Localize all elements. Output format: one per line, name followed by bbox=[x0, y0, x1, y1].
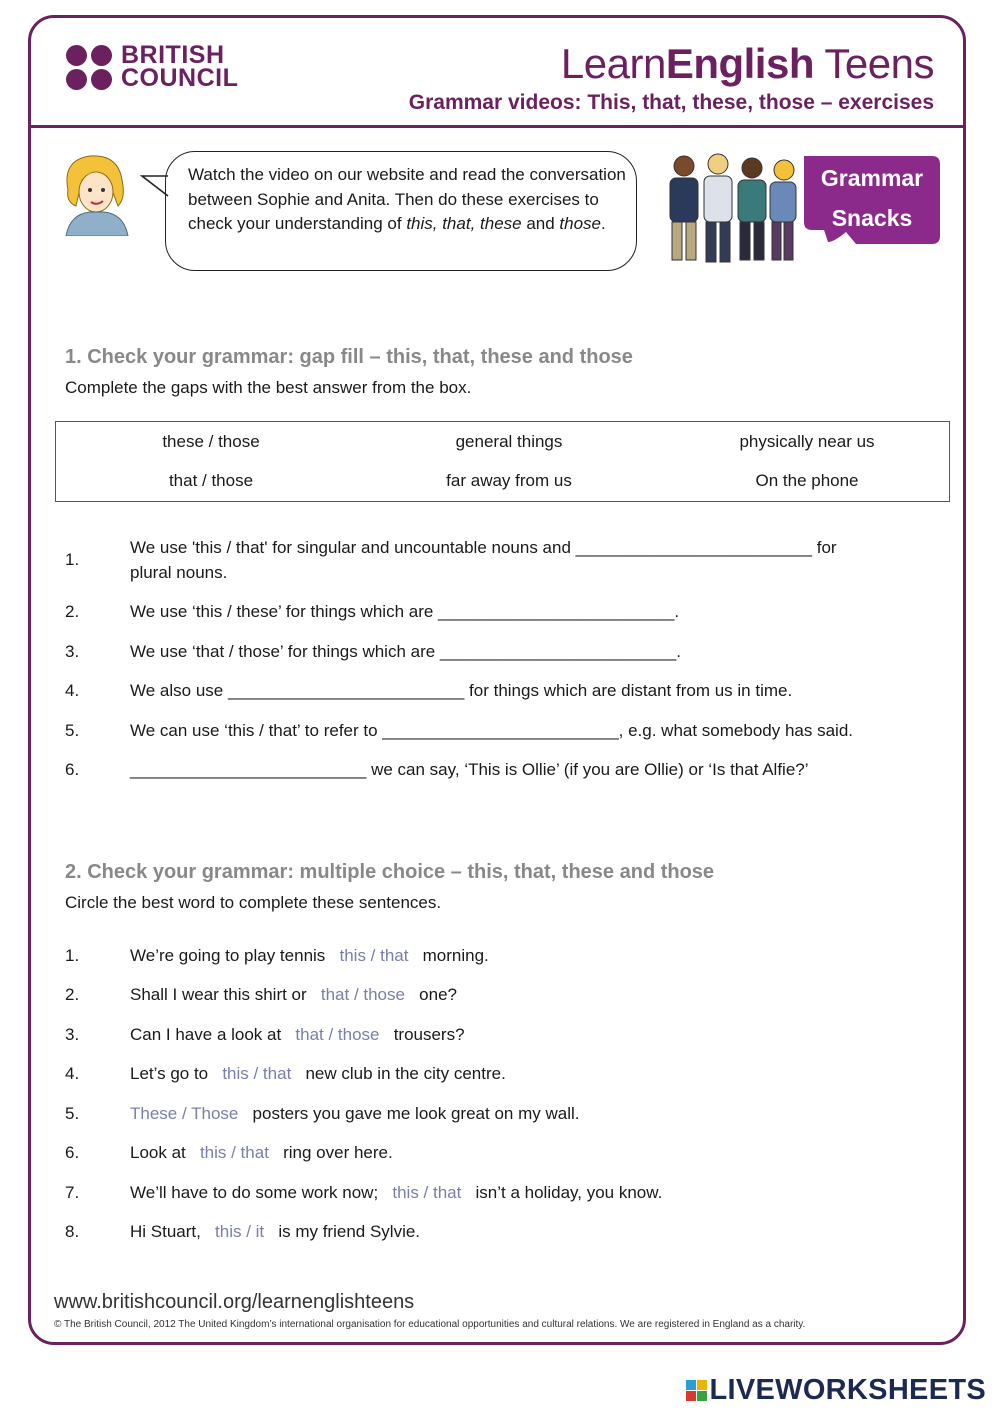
word-box-item: On the phone bbox=[755, 471, 859, 490]
word-box-item: general things bbox=[455, 432, 563, 451]
badge-line2: Snacks bbox=[831, 205, 913, 231]
answer-choice[interactable]: this / that bbox=[222, 1064, 292, 1083]
brand-tail: Teens bbox=[814, 40, 934, 87]
question-text: We can use ‘this / that’ to refer to _________________________, e.g. what somebody has said. bbox=[130, 721, 854, 740]
question-number: 4. bbox=[65, 681, 80, 700]
question-number: 7. bbox=[65, 1183, 80, 1202]
question-text-before: We’ll have to do some work now; bbox=[130, 1183, 379, 1202]
word-box-item: that / those bbox=[168, 471, 254, 490]
document-title: Grammar videos: This, that, these, those – exercises bbox=[408, 91, 934, 114]
word-box-item: physically near us bbox=[739, 432, 875, 451]
question-number: 4. bbox=[65, 1064, 80, 1083]
question-text-before: Let’s go to bbox=[130, 1064, 209, 1083]
question-number: 3. bbox=[65, 642, 80, 661]
question-text-before: We’re going to play tennis bbox=[130, 946, 326, 965]
intro-emphasis-2: those bbox=[559, 214, 602, 233]
answer-choice[interactable]: this / that bbox=[199, 1143, 269, 1162]
brand-bold: English bbox=[665, 40, 814, 87]
question-text-before: Shall I wear this shirt or bbox=[130, 985, 307, 1004]
word-box-item: far away from us bbox=[446, 471, 572, 490]
brand-light: Learn bbox=[560, 40, 666, 87]
watermark-text: LIVEWORKSHEETS bbox=[709, 1374, 986, 1406]
question-number: 8. bbox=[65, 1222, 80, 1241]
question-number: 5. bbox=[65, 721, 80, 740]
question-text-before: Can I have a look at bbox=[130, 1025, 282, 1044]
answer-choice[interactable]: These / Those bbox=[130, 1104, 239, 1123]
question-text-after: new club in the city centre. bbox=[305, 1064, 506, 1083]
question-text: We use ‘that / those’ for things which are _________________________. bbox=[130, 642, 682, 661]
intro-emphasis-1: this, that, these bbox=[406, 214, 522, 233]
question-number: 2. bbox=[65, 985, 80, 1004]
question-number: 3. bbox=[65, 1025, 80, 1044]
question-number: 1. bbox=[65, 946, 80, 965]
org-line1: BRITISH bbox=[121, 41, 225, 69]
answer-choice[interactable]: that / those bbox=[320, 985, 405, 1004]
question-text-after: is my friend Sylvie. bbox=[278, 1222, 421, 1241]
org-line2: COUNCIL bbox=[121, 64, 239, 92]
grammar-snacks-illustration bbox=[656, 150, 946, 268]
question-text: We use 'this / that' for singular and uncountable nouns and _________________________ for bbox=[130, 538, 837, 557]
word-box-item: these / those bbox=[162, 432, 260, 451]
question-number: 2. bbox=[65, 602, 80, 621]
question-number: 6. bbox=[65, 1143, 80, 1162]
question-text: We use ‘this / these’ for things which are _________________________. bbox=[130, 602, 680, 621]
question-text-after: ring over here. bbox=[283, 1143, 393, 1162]
liveworksheets-logo bbox=[686, 1374, 987, 1407]
header-divider bbox=[28, 125, 966, 128]
answer-choice[interactable]: this / that bbox=[339, 946, 409, 965]
footer-url[interactable]: www.britishcouncil.org/learnenglishteens bbox=[54, 1291, 415, 1313]
intro-text: Watch the video on our website and read the conversation between Sophie and Anita. Then do these exercises to check your understanding of this, that, these and those. bbox=[188, 165, 626, 233]
sophie-avatar-icon bbox=[60, 150, 132, 236]
question-text: We also use _________________________ for things which are distant from us in time. bbox=[130, 681, 793, 700]
section2-title: 2. Check your grammar: multiple choice – this, that, these and those bbox=[65, 861, 715, 883]
question-text-after: one? bbox=[419, 985, 457, 1004]
answer-choice[interactable]: this / it bbox=[215, 1222, 265, 1241]
question-text-before: Look at bbox=[130, 1143, 186, 1162]
liveworksheets-badge-icon bbox=[686, 1380, 707, 1401]
british-council-logo bbox=[66, 41, 239, 92]
badge-line1: Grammar bbox=[820, 165, 924, 191]
footer-copyright: © The British Council, 2012 The United Kingdom’s international organisation for educational opportunities and cultural relations. We are registered in England as a charity. bbox=[54, 1319, 806, 1330]
word-box bbox=[55, 421, 950, 502]
section1-instruction: Complete the gaps with the best answer from the box. bbox=[65, 378, 472, 397]
answer-choice[interactable]: that / those bbox=[295, 1025, 380, 1044]
question-text-before: Hi Stuart, bbox=[130, 1222, 201, 1241]
question-text-after: morning. bbox=[422, 946, 489, 965]
answer-choice[interactable]: this / that bbox=[392, 1183, 462, 1202]
question-text-after: trousers? bbox=[393, 1025, 465, 1044]
question-text: _________________________ we can say, ‘This is Ollie’ (if you are Ollie) or ‘Is that Alfie?’ bbox=[130, 760, 809, 779]
question-text-after: isn’t a holiday, you know. bbox=[475, 1183, 663, 1202]
section2-instruction: Circle the best word to complete these sentences. bbox=[65, 893, 442, 912]
question-number: 1. bbox=[65, 550, 80, 569]
question-text-after: posters you gave me look great on my wall. bbox=[252, 1104, 580, 1123]
learnenglish-teens-logo bbox=[561, 40, 934, 88]
british-council-dots-icon bbox=[66, 45, 113, 90]
question-text: plural nouns. bbox=[130, 562, 228, 582]
question-number: 6. bbox=[65, 760, 80, 779]
question-number: 5. bbox=[65, 1104, 80, 1123]
section1-title: 1. Check your grammar: gap fill – this, that, these and those bbox=[65, 346, 633, 368]
